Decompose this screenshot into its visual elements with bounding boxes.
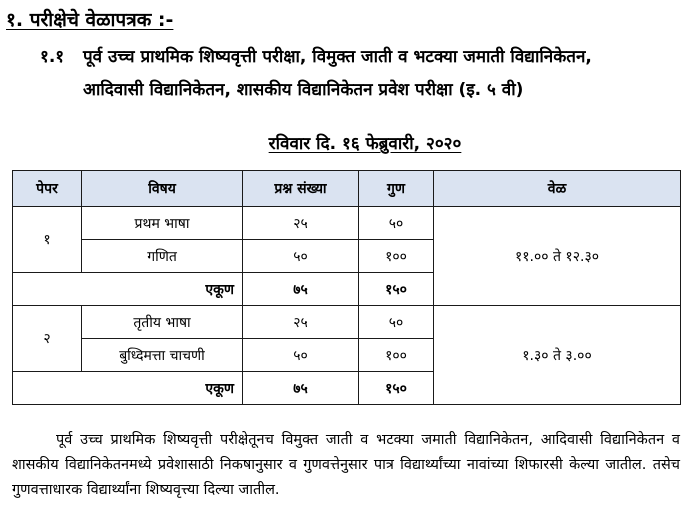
subsection-title-line2: आदिवासी विद्यानिकेतन, शासकीय विद्यानिकेतन प्रवेश परीक्षा (इ. ५ वी): [83, 80, 524, 100]
marks-cell: ५०: [359, 207, 434, 240]
questions-cell: ५०: [243, 339, 359, 372]
paper-number: २: [13, 306, 82, 372]
note-paragraph: पूर्व उच्च प्राथमिक शिष्यवृत्ती परीक्षेतूनच विमुक्त जाती व भटक्या जमाती विद्यानिकेतन, आदिवासी विद्यानिकेतन व शासकीय विद्यानिकेतनमध्ये प्रवेशासाठी निकषानुसार व गुणवत्तेनुसार पात्र विद्यार्थ्यांच्या नावांच्या शिफारसी केल्या जातील. तसेच गुणवत्ताधारक विद्यार्थ्यांना शिष्यवृत्त्या दिल्या जातील.: [12, 432, 680, 498]
total-marks: १५०: [359, 372, 434, 405]
questions-cell: २५: [243, 306, 359, 339]
section-heading: १. परीक्षेचे वेळापत्रक :-: [6, 9, 174, 31]
marks-cell: ५०: [359, 306, 434, 339]
marks-cell: १००: [359, 240, 434, 273]
subject-cell: बुध्दिमत्ता चाचणी: [82, 339, 243, 372]
header-paper: पेपर: [13, 171, 82, 207]
questions-cell: ५०: [243, 240, 359, 273]
total-questions: ७५: [243, 372, 359, 405]
header-subject: विषय: [82, 171, 243, 207]
timetable: [12, 170, 681, 405]
table-header-row: [13, 171, 681, 207]
total-questions: ७५: [243, 273, 359, 306]
questions-cell: २५: [243, 207, 359, 240]
total-label: एकूण: [13, 372, 243, 405]
header-time: वेळ: [434, 171, 681, 207]
time-cell: १.३० ते ३.००: [434, 306, 681, 405]
exam-date: रविवार दि. १६ फेब्रुवारी, २०२०: [268, 134, 462, 154]
subject-cell: गणित: [82, 240, 243, 273]
time-cell: ११.०० ते १२.३०: [434, 207, 681, 306]
marks-cell: १००: [359, 339, 434, 372]
total-label: एकूण: [13, 273, 243, 306]
subject-cell: प्रथम भाषा: [82, 207, 243, 240]
paper-number: १: [13, 207, 82, 273]
table-row: [13, 207, 681, 240]
subject-cell: तृतीय भाषा: [82, 306, 243, 339]
table-row: [13, 306, 681, 339]
total-marks: १५०: [359, 273, 434, 306]
header-questions: प्रश्न संख्या: [243, 171, 359, 207]
subsection-title-line1: पूर्व उच्च प्राथमिक शिष्यवृत्ती परीक्षा, विमुक्त जाती व भटक्या जमाती विद्यानिकेतन,: [83, 47, 592, 67]
subsection-number: १.१: [40, 47, 65, 67]
header-marks: गुण: [359, 171, 434, 207]
